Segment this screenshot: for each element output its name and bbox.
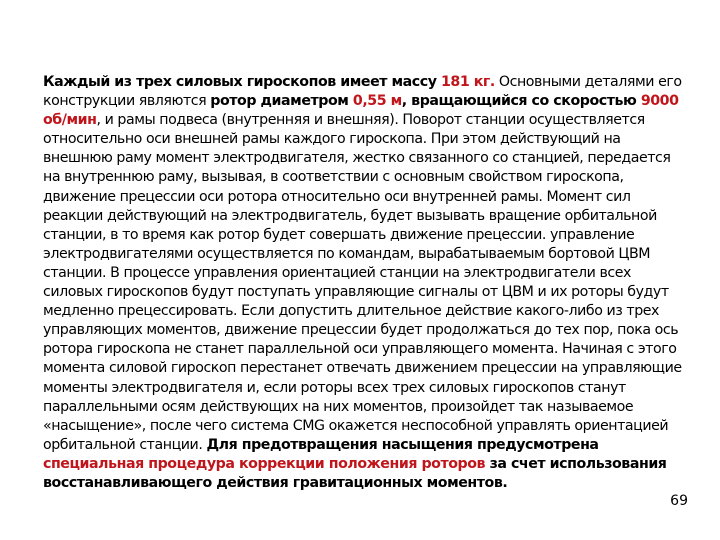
page-number: 69 xyxy=(670,493,688,509)
intro-bold: Каждый из трех силовых гироскопов имеет массу xyxy=(43,74,441,90)
rotation-speed-label: , вращающийся со скоростью xyxy=(401,93,641,110)
rotor-diameter-label: ротор диаметром xyxy=(210,93,353,110)
diameter-value: 0,55 м xyxy=(352,93,402,110)
correction-procedure: специальная процедура коррекции положения роторов xyxy=(43,455,486,472)
conclusion-bold: за счет использования восстанавливающего действия гравитационных моментов. xyxy=(43,455,667,491)
rotation-speed-value: 9000 об/мин xyxy=(43,93,679,129)
text-segment: Основными деталями его конструкции являются xyxy=(43,74,682,110)
prevention-bold: Для предотвращения насыщения предусмотрена xyxy=(206,436,599,453)
mass-value: 181 кг. xyxy=(441,74,495,90)
main-description: , и рамы подвеса (внутренняя и внешняя). Поворот станции осуществляется относительно оси внешней рамы каждого гироскопа. При этом действующий на внешнюю раму момент электродвигателя, жестко связанного со станцией, передается на внутреннюю раму, вызывая, в соответствии с основным свойством гироскопа, движение прецессии оси ротора относительно оси внутренней рамы. Момент сил реакции действующий на электродвигатель, будет вызывать вращение орбитальной станции, в то время как ротор будет совершать движение прецессии. управление электродвигателями осуществляется по командам, вырабатываемым бортовой ЦВМ станции. В процессе управления ориентацией станции на электродвигатели всех силовых гироскопов будут поступать управляющие сигналы от ЦВМ и их роторы будут медленно прецессировать. Если допустить длительное действие какого-либо из трех управляющих моментов, движение прецессии будет продолжаться до тех пор, пока ось ротора гироскопа не станет параллельной оси управляющего момента. Начиная с этого момента силовой гироскоп перестанет отвечать движением прецессии на управляющие моменты электродвигателя и, если роторы всех трех силовых гироскопов станут параллельными осям действующих на них моментов, произойдет так называемое «насыщение», после чего система CMG окажется неспособной управлять ориентацией орбитальной станции. xyxy=(43,112,682,453)
slide-body-text xyxy=(43,73,688,493)
